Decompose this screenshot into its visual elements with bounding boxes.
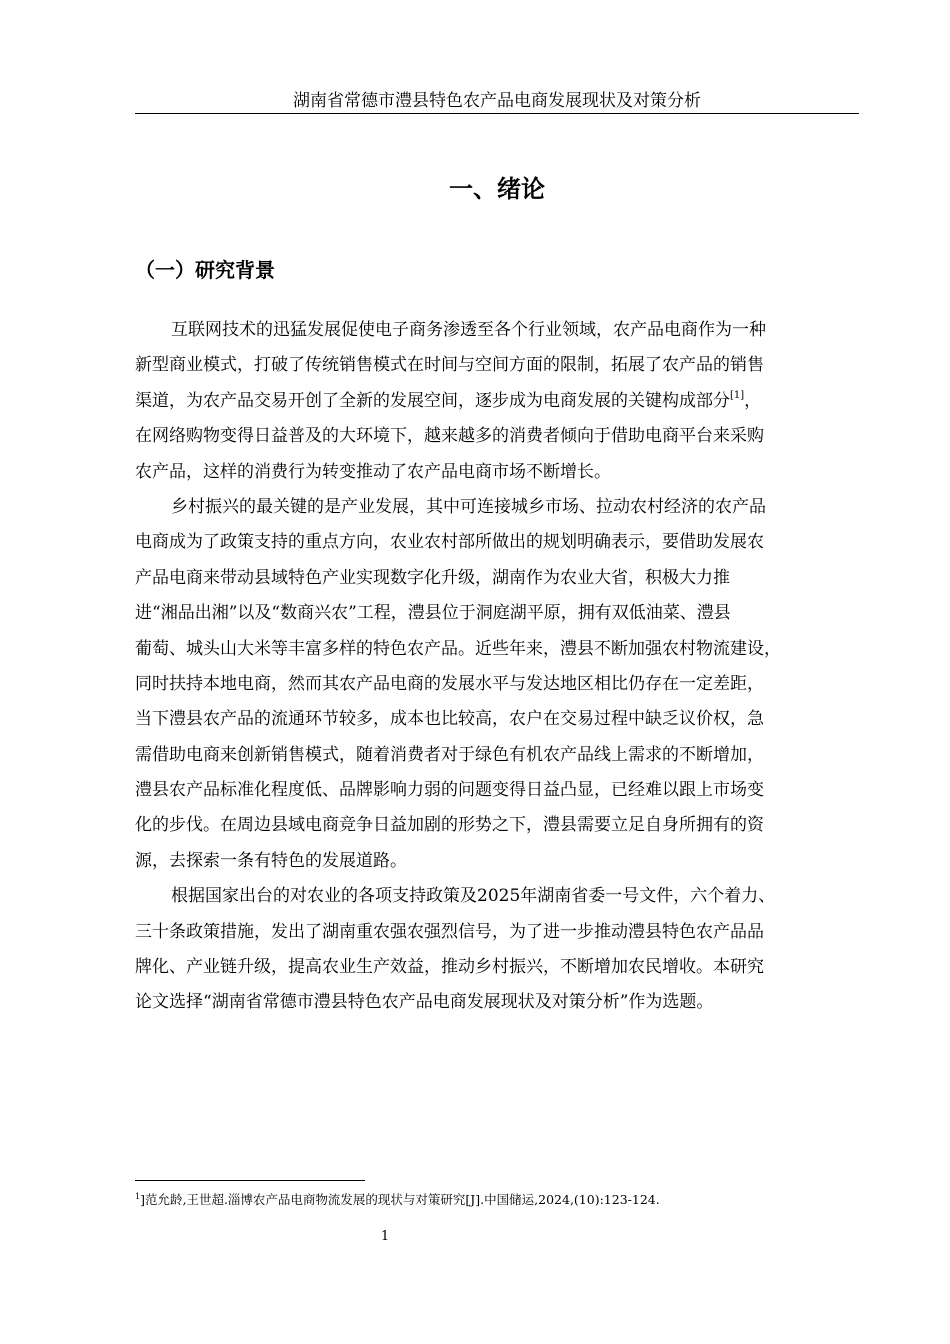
text-line: 论文选择“湖南省常德市澧县特色农产品电商发展现状及对策分析”作为选题。 [135, 992, 714, 1013]
text-segment: 渠道，为农产品交易开创了全新的发展空间，逐步成为电商发展的关键构成部分 [135, 390, 730, 411]
text-segment: ， [744, 390, 762, 411]
footnote-text: ]范允龄,王世超.淄博农产品电商物流发展的现状与对策研究[J].中国储运,2024,(10):123-124. [140, 1192, 660, 1207]
header-rule [135, 113, 859, 114]
text-line: 源，去探索一条有特色的发展道路。 [135, 850, 407, 871]
text-line: 化的步伐。在周边县域电商竞争日益加剧的形势之下，澧县需要立足自身所拥有的资 [135, 815, 764, 836]
text-line: 新型商业模式，打破了传统销售模式在时间与空间方面的限制，拓展了农产品的销售 [135, 355, 764, 376]
text-line: 三十条政策措施，发出了湖南重农强农强烈信号，为了进一步推动澧县特色农产品品 [135, 921, 764, 942]
text-line: 需借助电商来创新销售模式，随着消费者对于绿色有机农产品线上需求的不断增加， [135, 744, 764, 765]
text-line: 互联网技术的迅猛发展促使电子商务渗透至各个行业领域，农产品电商作为一种 [171, 320, 766, 340]
text-line: 电商成为了政策支持的重点方向，农业农村部所做出的规划明确表示，要借助发展农 [135, 532, 764, 553]
text-line: 产品电商来带动县域特色产业实现数字化升级，湖南作为农业大省，积极大力推 [135, 567, 730, 588]
text-line: 乡村振兴的最关键的是产业发展，其中可连接城乡市场、拉动农村经济的农产品 [171, 496, 766, 517]
text-line: 澧县农产品标准化程度低、品牌影响力弱的问题变得日益凸显，已经难以跟上市场变 [135, 780, 764, 801]
text-line: 农产品，这样的消费行为转变推动了农产品电商市场不断增长。 [135, 461, 611, 482]
text-line: 当下澧县农产品的流通环节较多，成本也比较高，农户在交易过程中缺乏议价权，急 [135, 709, 764, 730]
running-header: 湖南省常德市澧县特色农产品电商发展现状及对策分析 [293, 91, 701, 111]
text-line: 在网络购物变得日益普及的大环境下，越来越多的消费者倾向于借助电商平台来采购 [135, 426, 764, 447]
text-line: 同时扶持本地电商，然而其农产品电商的发展水平与发达地区相比仍存在一定差距， [135, 673, 764, 694]
body-text [135, 313, 875, 1021]
footnote-rule [135, 1180, 365, 1181]
text-line: 葡萄、城头山大米等丰富多样的特色农产品。近些年来，澧县不断加强农村物流建设， [135, 638, 781, 659]
footnote [135, 1191, 660, 1209]
footnote-marker: 1 [135, 1192, 141, 1201]
text-line [135, 384, 875, 419]
section-title: （一）研究背景 [135, 258, 275, 282]
text-line: 牌化、产业链升级，提高农业生产效益，推动乡村振兴，不断增加农民增收。本研究 [135, 957, 764, 978]
chapter-title: 一、绪论 [449, 175, 545, 203]
page-number: 1 [380, 1229, 390, 1244]
citation-mark[interactable]: [1] [730, 389, 745, 401]
text-line: 根据国家出台的对农业的各项支持政策及2025年湖南省委一号文件，六个着力、 [171, 886, 776, 907]
text-line: 进“湘品出湘”以及“数商兴农”工程，澧县位于洞庭湖平原，拥有双低油菜、澧县 [135, 603, 731, 624]
